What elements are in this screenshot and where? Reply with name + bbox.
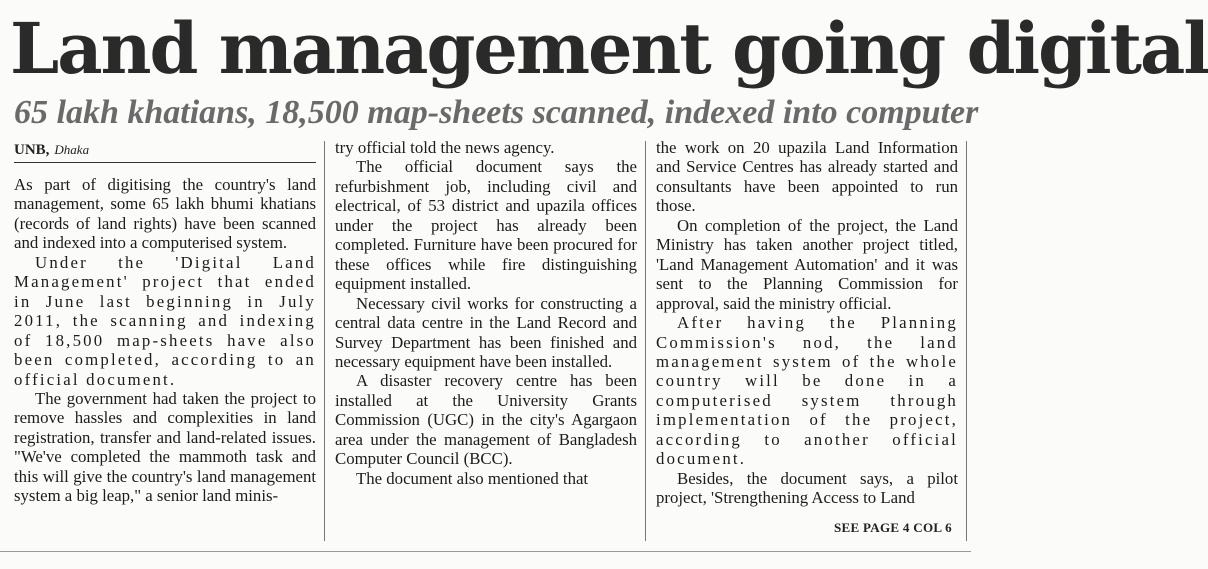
paragraph: A disaster recovery centre has been installed at the University Grants Commission (UGC) in the city's Agargaon area under the management of Bangladesh Computer Council (BCC). xyxy=(335,371,637,469)
paragraph: The government had taken the project to remove hassles and complexities in land registration, transfer and land-related issues. "We've completed the mammoth task and this will give the country's land management system a big leap," a senior land minis- xyxy=(14,388,316,506)
paragraph: On completion of the project, the Land Ministry has taken another project titled, 'Land Management Automation' and it was sent to the Planning Commission for approval, said the ministry official. xyxy=(656,215,958,313)
column-divider xyxy=(324,141,325,541)
paragraph: As part of digitising the country's land management, some 65 lakh bhumi khatians (records of land rights) have been scanned and indexed into a computerised system. xyxy=(14,175,316,253)
byline-place: Dhaka xyxy=(54,142,90,157)
article-column-3 xyxy=(656,138,958,508)
paragraph: Under the 'Digital Land Management' project that ended in June last beginning in July 2011, the scanning and indexing of 18,500 map-sheets have also been completed, according to an official document. xyxy=(14,252,316,389)
article-column-2 xyxy=(335,138,637,488)
paragraph: After having the Planning Commission's nod, the land management system of the whole country will be done in a computerised system through implementation of the project, according to another official document. xyxy=(656,313,958,469)
byline-agency: UNB, xyxy=(14,142,50,158)
bottom-rule xyxy=(0,551,971,552)
column-divider xyxy=(966,141,967,541)
article-column-1 xyxy=(14,175,316,506)
paragraph: The document also mentioned that xyxy=(356,468,589,488)
paragraph: Besides, the document says, a pilot project, 'Strengthening Access to Land xyxy=(656,468,958,508)
paragraph: the work on 20 upazila Land Information and Service Centres has already started and consultants have been appointed to run those. xyxy=(656,138,958,216)
paragraph: try official told the news agency. xyxy=(335,138,555,157)
byline-rule xyxy=(14,162,316,163)
continuation-note: SEE PAGE 4 COL 6 xyxy=(834,520,952,535)
headline: Land management going digital xyxy=(10,7,1208,90)
subheadline: 65 lakh khatians, 18,500 map-sheets scanned, indexed into computer xyxy=(14,94,979,131)
column-divider xyxy=(645,141,646,541)
byline xyxy=(14,141,89,159)
paragraph: The official document says the refurbishment job, including civil and electrical, of 53 district and upazila offices under the project has already been completed. Furniture have been procured for these offices while fire distinguishing equipment installed. xyxy=(335,157,637,294)
paragraph: Necessary civil works for constructing a central data centre in the Land Record and Survey Department has been finished and necessary equipment have been installed. xyxy=(335,293,637,371)
